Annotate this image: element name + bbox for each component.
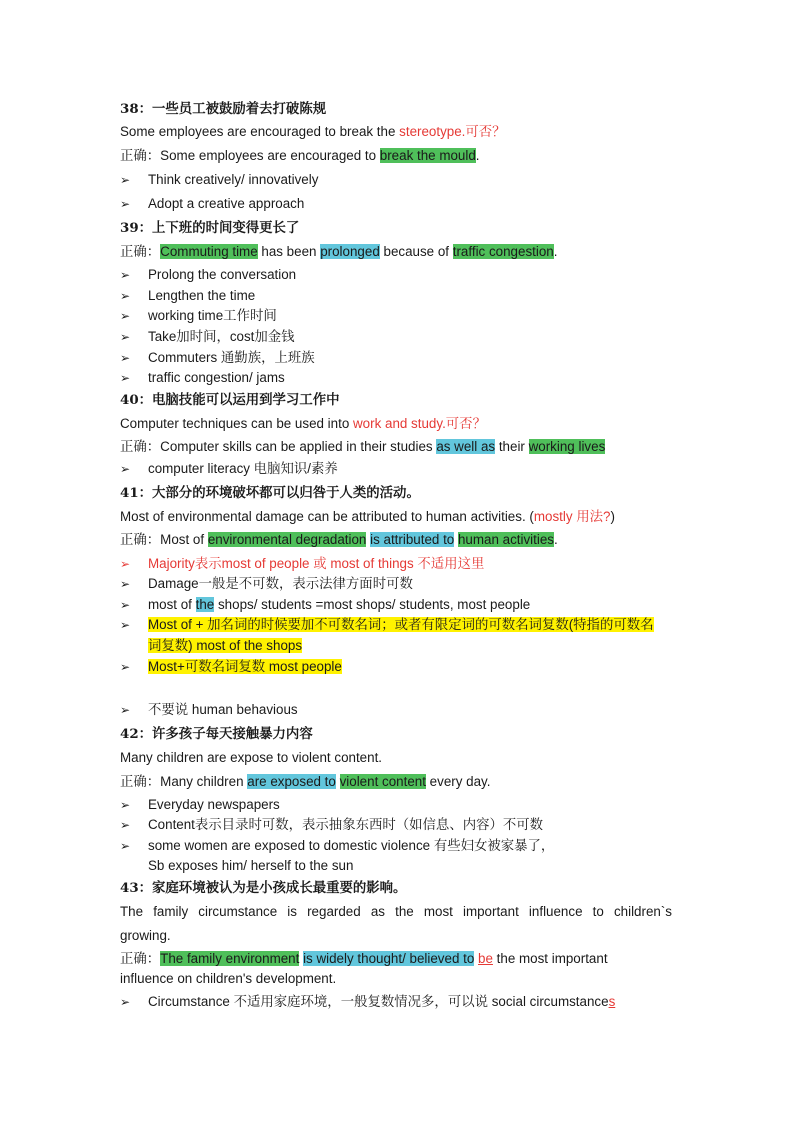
bullet-continuation: Sb exposes him/ herself to the sun xyxy=(148,858,354,873)
bullet-item: ➢ 不要说 human behavious xyxy=(120,701,298,719)
question-43-line1: The family circumstance is regarded as the most important influence to children`s xyxy=(120,904,672,919)
red-underlined-text: s xyxy=(608,994,616,1009)
bullet-item: ➢ working time工作时间 xyxy=(120,307,277,325)
bullet-item: ➢ Damage一般是不可数，表示法律方面时可数 xyxy=(120,575,413,593)
bullet-item-yellow xyxy=(120,658,342,676)
green-highlight: The family environment xyxy=(160,951,300,966)
bullet-item: ➢ Lengthen the time xyxy=(120,287,255,305)
question-43-line2: growing. xyxy=(120,928,171,943)
bullet-item: ➢ computer literacy 电脑知识/素养 xyxy=(120,460,338,478)
cyan-highlight: is widely thought/ believed to xyxy=(303,951,475,966)
heading-43: 43：家庭环境被认为是小孩成长最重要的影响。 xyxy=(120,880,407,896)
green-highlight: working lives xyxy=(528,439,606,454)
question-42: Many children are expose to violent content. xyxy=(120,750,383,765)
bullet-item: ➢ some women are exposed to domestic violence 有些妇女被家暴了， xyxy=(120,837,554,855)
bullet-item: ➢ Prolong the conversation xyxy=(120,266,296,284)
heading-42: 42：许多孩子每天接触暴力内容 xyxy=(120,726,313,742)
heading-39: 39：上下班的时间变得更长了 xyxy=(120,220,300,236)
yellow-highlight: Most+可数名词复数 most people xyxy=(148,659,342,674)
green-highlight: Commuting time xyxy=(160,244,258,259)
answer-43-line2: influence on children's development. xyxy=(120,971,337,986)
bullet-item: ➢ Circumstance 不适用家庭环境，一般复数情况多，可以说 social circumstances xyxy=(120,993,615,1011)
bullet-item: ➢ traffic congestion/ jams xyxy=(120,369,285,387)
red-text: mostly 用法? xyxy=(533,509,611,524)
green-highlight: human activities xyxy=(457,532,554,547)
answer-42: 正确：Many children are exposed to violent content every day. xyxy=(120,774,491,789)
bullet-item-yellow xyxy=(120,616,654,634)
red-underlined-text: be xyxy=(478,951,493,966)
answer-41: 正确：Most of environmental degradation is attributed to human activities. xyxy=(120,532,558,547)
answer-43: 正确：The family environment is widely thought/ believed to be the most important xyxy=(120,951,608,966)
yellow-highlight: 词复数) most of the shops xyxy=(148,638,303,653)
bullet-item: ➢ Take加时间，cost加金钱 xyxy=(120,328,295,346)
bullet-item-red: ➢ Majority表示most of people 或 most of things 不适用这里 xyxy=(120,555,484,573)
bullet-item: ➢ Commuters 通勤族，上班族 xyxy=(120,349,315,367)
answer-38: 正确：Some employees are encouraged to break the mould. xyxy=(120,148,480,163)
bullet-item: ➢ most of the shops/ students =most shops/ students, most people xyxy=(120,596,530,614)
green-highlight: traffic congestion xyxy=(452,244,554,259)
green-highlight: violent content xyxy=(339,774,426,789)
answer-40: 正确：Computer skills can be applied in their studies as well as their working lives xyxy=(120,439,606,454)
bullet-item: ➢ Adopt a creative approach xyxy=(120,195,304,213)
red-text: work and study.可否？ xyxy=(353,416,486,431)
red-text: stereotype.可否？ xyxy=(399,124,506,139)
bullet-continuation xyxy=(148,637,302,655)
green-highlight: environmental degradation xyxy=(207,532,367,547)
bullet-item: ➢ Content表示目录时可数，表示抽象东西时（如信息、内容）不可数 xyxy=(120,816,543,834)
answer-39: 正确：Commuting time has been prolonged because of traffic congestion. xyxy=(120,244,558,259)
heading-38: 38：一些员工被鼓励着去打破陈规 xyxy=(120,101,327,117)
heading-41: 41：大部分的环境破坏都可以归咎于人类的活动。 xyxy=(120,485,420,501)
bullet-item: ➢ Everyday newspapers xyxy=(120,796,280,814)
heading-40: 40：电脑技能可以运用到学习工作中 xyxy=(120,392,340,408)
bullet-item: ➢ Think creatively/ innovatively xyxy=(120,171,318,189)
cyan-highlight: the xyxy=(195,597,215,612)
yellow-highlight: Most of + 加名词的时候要加不可数名词；或者有限定词的可数名词复数(特指的可数名 xyxy=(148,617,654,632)
cyan-highlight: are exposed to xyxy=(247,774,336,789)
question-40: Computer techniques can be used into work and study.可否？ xyxy=(120,416,486,431)
question-41: Most of environmental damage can be attributed to human activities. (mostly 用法?) xyxy=(120,509,615,524)
question-38: Some employees are encouraged to break the stereotype.可否？ xyxy=(120,124,506,139)
green-highlight: break the mould xyxy=(379,148,476,163)
cyan-highlight: as well as xyxy=(436,439,496,454)
cyan-highlight: prolonged xyxy=(320,244,380,259)
cyan-highlight: is attributed to xyxy=(370,532,455,547)
